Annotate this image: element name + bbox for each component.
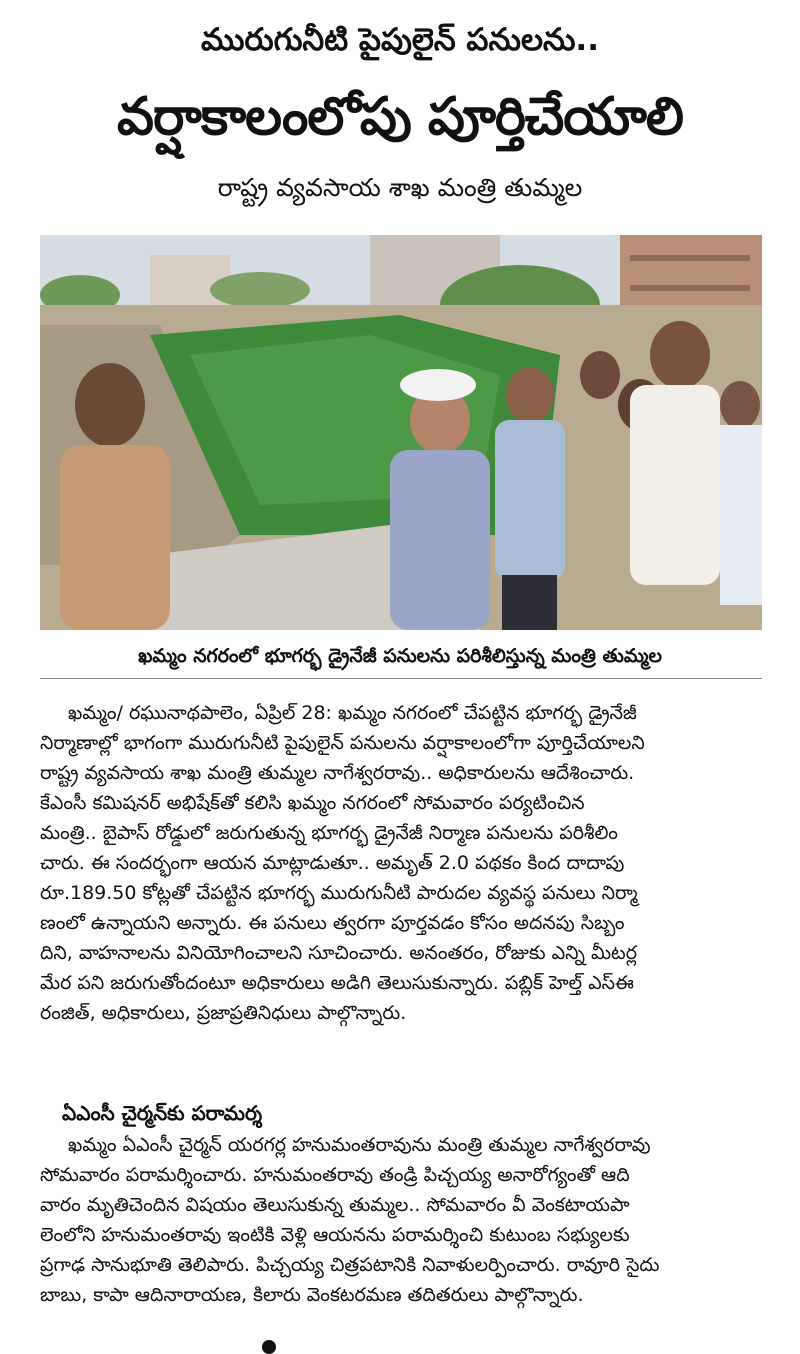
body-line: రూ.189.50 కోట్లతో చేపట్టిన భూగర్భ మురుగునీటి పారుదల వ్యవస్థ పనులు నిర్మా [40, 882, 638, 904]
article-photo [40, 235, 762, 630]
section-subheading: ఏఎంసీ చైర్మన్‌కు పరామర్శ [62, 1101, 263, 1125]
body-line: చారు. ఈ సందర్భంగా ఆయన మాట్లాడుతూ.. అమృత్ 2.0 పథకం కింద దాదాపు [40, 852, 625, 874]
body-line: నిర్మాణాల్లో భాగంగా మురుగునీటి పైపులైన్ పనులను వర్షాకాలంలోగా పూర్తిచేయాలని [40, 732, 645, 754]
body-line: బాబు, కాపా ఆదినారాయణ, కిలారు వెంకటరమణ తదితరులు పాల్గొన్నారు. [40, 1284, 584, 1306]
photo-illustration [40, 235, 762, 630]
article-body-2 [40, 1130, 762, 1310]
body-line: రాష్ట్ర వ్యవసాయ శాఖ మంత్రి తుమ్మల నాగేశ్వరరావు.. అధికారులను ఆదేశించారు. [40, 762, 635, 784]
body-line: మంత్రి.. బైపాస్ రోడ్డులో జరుగుతున్న భూగర్భ డ్రైనేజీ నిర్మాణ పనులను పరిశీలిం [40, 822, 618, 844]
body-line: దిని, వాహనాలను వినియోగించాలని సూచించారు. అనంతరం, రోజుకు ఎన్ని మీటర్ల [40, 942, 637, 964]
footer-dot [262, 1340, 276, 1354]
body-line: ప్రగాఢ సానుభూతి తెలిపారు. పిచ్చయ్య చిత్రపటానికి నివాళులర్పించారు. రావూరి సైదు [40, 1254, 660, 1276]
body-line: కేఎంసీ కమిషనర్ అభిషేక్‌తో కలిసి ఖమ్మం నగరంలో సోమవారం పర్యటించిన [40, 792, 585, 814]
caption-rule [40, 678, 762, 679]
body-line: మేర పని జరుగుతోందంటూ అధికారులు అడిగి తెలుసుకున్నారు. పబ్లిక్ హెల్త్ ఎస్ఈ [40, 972, 634, 994]
article-body [40, 698, 762, 1028]
body-line: ఖమ్మం ఏఎంసీ చైర్మన్ యరగర్ల హనుమంతరావును మంత్రి తుమ్మల నాగేశ్వరరావు [68, 1134, 651, 1156]
body-line: రంజిత్, అధికారులు, ప్రజాప్రతినిధులు పాల్గొన్నారు. [40, 1002, 407, 1024]
body-line: లెంలోని హనుమంతరావు ఇంటికి వెళ్లి ఆయనను పరామర్శించి కుటుంబ సభ్యులకు [40, 1224, 630, 1246]
article-headline: వర్షాకాలంలోపు పూర్తిచేయాలి [117, 87, 683, 147]
article-subhead: రాష్ట్ర వ్యవసాయ శాఖ మంత్రి తుమ్మల [217, 173, 583, 202]
article-kicker: మురుగునీటి పైపులైన్ పనులను.. [201, 22, 599, 58]
body-line: ణంలో ఉన్నాయని అన్నారు. ఈ పనులు త్వరగా పూర్తవడం కోసం అదనపు సిబ్బం [40, 912, 625, 934]
body-line: ఖమ్మం/ రఘునాథపాలెం, ఏప్రిల్ 28: ఖమ్మం నగరంలో చేపట్టిన భూగర్భ డ్రైనేజీ [68, 702, 637, 724]
body-line: వారం మృతిచెందిన విషయం తెలుసుకున్న తుమ్మల.. సోమవారం వీ వెంకటాయపా [40, 1194, 630, 1216]
body-line: సోమవారం పరామర్శించారు. హనుమంతరావు తండ్రి పిచ్చయ్య అనారోగ్యంతో ఆది [40, 1164, 630, 1186]
photo-caption: ఖమ్మం నగరంలో భూగర్భ డ్రైనేజీ పనులను పరిశీలిస్తున్న మంత్రి తుమ్మల [138, 645, 662, 667]
